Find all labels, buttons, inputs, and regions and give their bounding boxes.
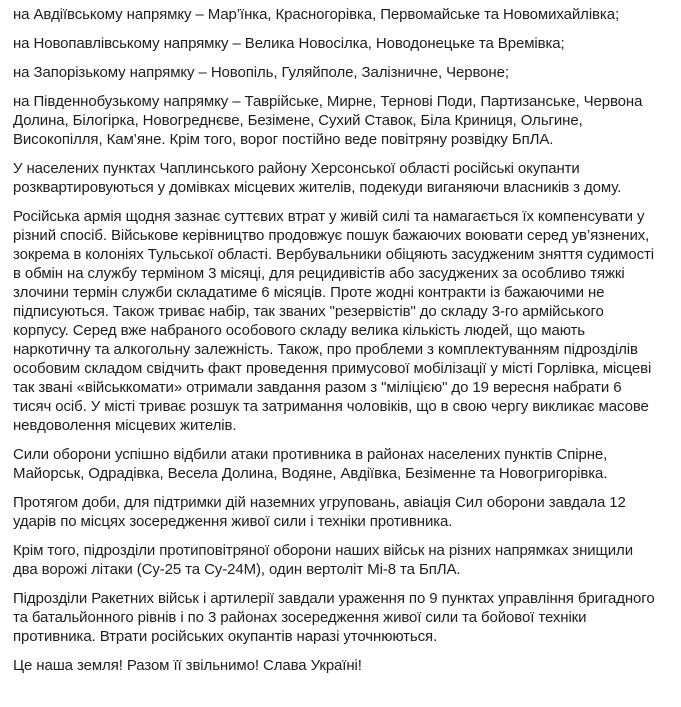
post-paragraph-air-defence: Крім того, підрозділи протиповітряної оборони наших військ на різних напрямках знищили два ворожі літаки (Су-25 та Су-24М), один вертоліт Мі-8 та БпЛА.	[13, 542, 633, 578]
post-paragraph-slogan: Це наша земля! Разом її звільнимо! Слава Україні!	[13, 657, 362, 674]
post-paragraph-aviation-strikes: Протягом доби, для підтримки дій наземних угруповань, авіація Сил оборони завдала 12 ударів по місцях зосередження живої сили і техніки противника.	[13, 494, 626, 530]
post-paragraph-direction-novopavlivka: на Новопавлівському напрямку – Велика Новосілка, Новодонецьке та Времівка;	[13, 35, 565, 52]
post-paragraph-russian-losses-recruiting: Російська армія щодня зазнає суттєвих втрат у живій силі та намагається їх компенсувати у різний спосіб. Військове керівництво продовжує пошук бажаючих воювати серед ув’язнених, зокрема в колоніях Тульської області. Вербувальники обіцяють засудженим зняття судимості в обмін на службу терміном 3 місяці, для рецидивістів або засуджених за особливо тяжкі злочини термін служби складатиме 6 місяців. Проте жодні контракти із бажаючими не підписуються. Також триває набір, так званих "резервістів" до складу 3-го армійського корпусу. Серед вже набраного особового складу велика кількість людей, що мають наркотичну та алкогольну залежність. Також, про проблеми з комплектуванням підрозділів особовим складом свідчить факт проведення примусової мобілізації у місті Горлівка, місцеві так звані «військкомати» отримали завдання разом з "міліцією" до 19 вересня набрати 6 тисяч осіб. У місті триває розшук та затримання чоловіків, що в свою чергу викликає масове невдоволення місцевих жителів.	[13, 208, 655, 434]
post-paragraph-direction-zaporizhzhia: на Запорізькому напрямку – Новопіль, Гуляйполе, Залізничне, Червоне;	[13, 64, 509, 81]
post-paragraph-direction-avdiivka: на Авдіївському напрямку – Мар’їнка, Красногорівка, Первомайське та Новомихайлівка;	[13, 6, 620, 23]
post-paragraph-kherson-occupants: У населених пунктах Чаплинського району Херсонської області російські окупанти розквартировуються у домівках місцевих жителів, подекуди виганяючи власників з дому.	[13, 160, 622, 196]
post-paragraph-direction-pivdennobuzkyi: на Південнобузькому напрямку – Таврійське, Мирне, Тернові Поди, Партизанське, Червона Долина, Білогірка, Новогреднєве, Безімене, Сухий Ставок, Біла Криниця, Ольгине, Високопілля, Кам’яне. Крім того, ворог постійно веде повітряну розвідку БпЛА.	[13, 93, 643, 148]
post-paragraph-defence-forces-repelled: Сили оборони успішно відбили атаки противника в районах населених пунктів Спірне, Майорськ, Одрадівка, Весела Долина, Водяне, Авдіївка, Безіменне та Новогригорівка.	[13, 446, 608, 482]
post-paragraph-missile-artillery: Підрозділи Ракетних військ і артилерії завдали ураження по 9 пунктах управління бригадного та батальйонного рівнів і по 3 районах зосередження живої сили та бойової техніки противника. Втрати російських окупантів наразі уточнюються.	[13, 590, 655, 645]
